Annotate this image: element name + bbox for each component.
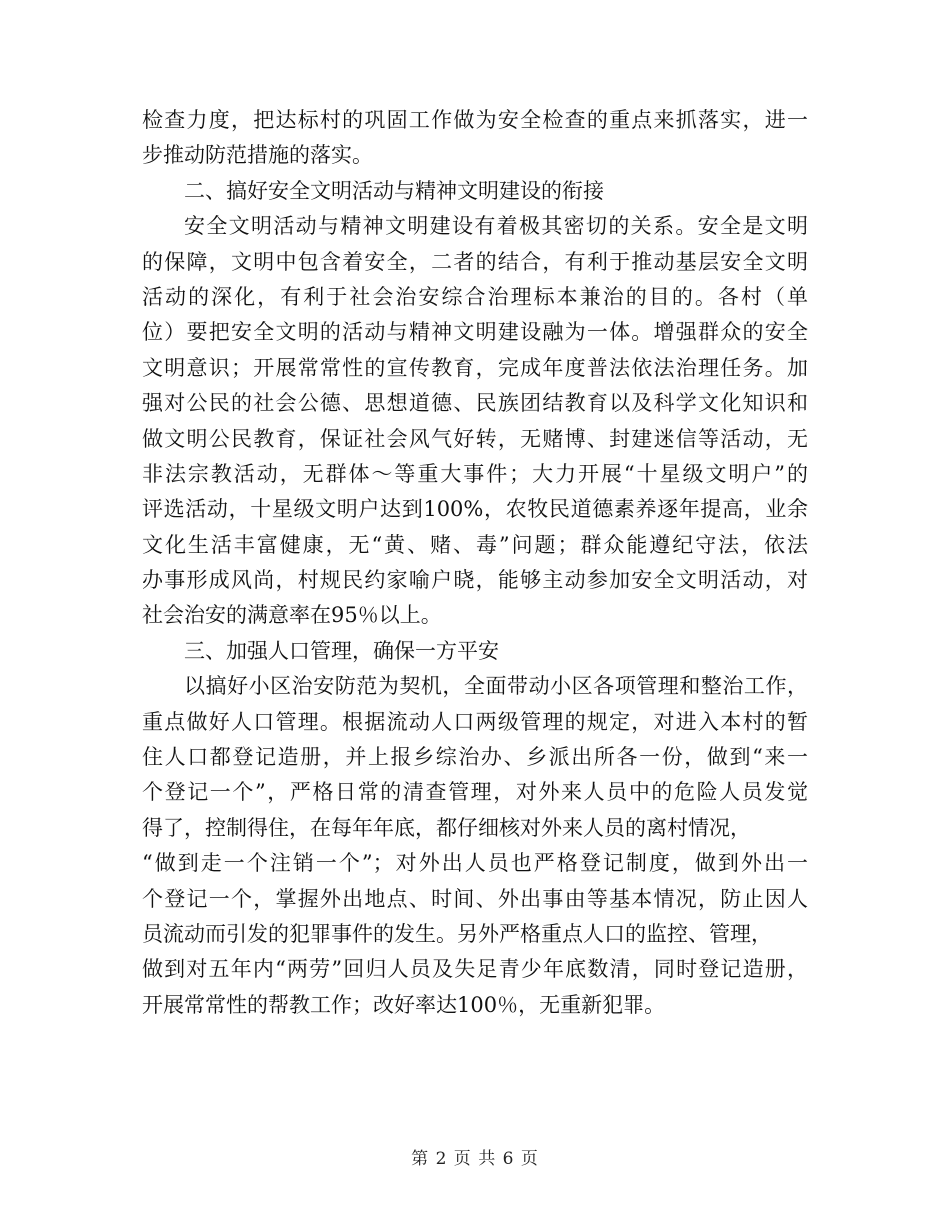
text-line: 文化生活丰富健康，无“黄、赌、毒”问题；群众能遵纪守法，依法 <box>142 532 808 557</box>
text-line: 二、搞好安全文明活动与精神文明建设的衔接 <box>184 178 604 203</box>
text-line: 安全文明活动与精神文明建设有着极其密切的关系。安全是文明 <box>184 214 808 239</box>
text-line: 员流动而引发的犯罪事件的发生。另外严格重点人口的监控、管理， <box>142 921 772 946</box>
document-body <box>142 103 808 1023</box>
text-line: 得了，控制得住，在每年年底，都仔细核对外来人员的离村情况， <box>142 815 751 840</box>
text-line: “做到走一个注销一个”；对外出人员也严格登记制度，做到外出一 <box>142 851 808 876</box>
text-line: 重点做好人口管理。根据流动人口两级管理的规定，对进入本村的暂 <box>142 709 808 734</box>
text-line: 的保障，文明中包含着安全，二者的结合，有利于推动基层安全文明 <box>142 249 808 274</box>
text-line: 个登记一个，掌握外出地点、时间、外出事由等基本情况，防止因人 <box>142 886 808 911</box>
text-line: 做到对五年内“两劳”回归人员及失足青少年底数清，同时登记造册， <box>142 957 808 982</box>
text-line: 文明意识；开展常常性的宣传教育，完成年度普法依法治理任务。加 <box>142 355 808 380</box>
page-footer: 第 2 页 共 6 页 <box>411 1149 539 1169</box>
text-line: 非法宗教活动，无群体～等重大事件；大力开展“十星级文明户”的 <box>142 461 808 486</box>
text-line: 以搞好小区治安防范为契机，全面带动小区各项管理和整治工作， <box>184 674 808 699</box>
text-line: 办事形成风尚，村规民约家喻户晓，能够主动参加安全文明活动，对 <box>142 568 808 593</box>
text-line: 强对公民的社会公德、思想道德、民族团结教育以及科学文化知识和 <box>142 391 808 416</box>
text-line: 活动的深化，有利于社会治安综合治理标本兼治的目的。各村（单 <box>142 284 808 309</box>
text-line: 位）要把安全文明的活动与精神文明建设融为一体。增强群众的安全 <box>142 320 808 345</box>
text-line: 三、加强人口管理，确保一方平安 <box>184 638 499 663</box>
text-line: 开展常常性的帮教工作；改好率达100％，无重新犯罪。 <box>142 992 666 1017</box>
text-line: 做文明公民教育，保证社会风气好转，无赌博、封建迷信等活动，无 <box>142 426 808 451</box>
text-line: 住人口都登记造册，并上报乡综治办、乡派出所各一份，做到“来一 <box>142 745 808 770</box>
text-line: 检查力度，把达标村的巩固工作做为安全检查的重点来抓落实，进一 <box>142 108 808 132</box>
text-line: 步推动防范措施的落实。 <box>142 143 373 168</box>
text-line: 社会治安的满意率在95％以上。 <box>142 603 442 628</box>
text-line: 评选活动，十星级文明户达到100%，农牧民道德素养逐年提高，业余 <box>142 497 808 522</box>
text-line: 个登记一个”，严格日常的清查管理，对外来人员中的危险人员发觉 <box>142 780 808 805</box>
